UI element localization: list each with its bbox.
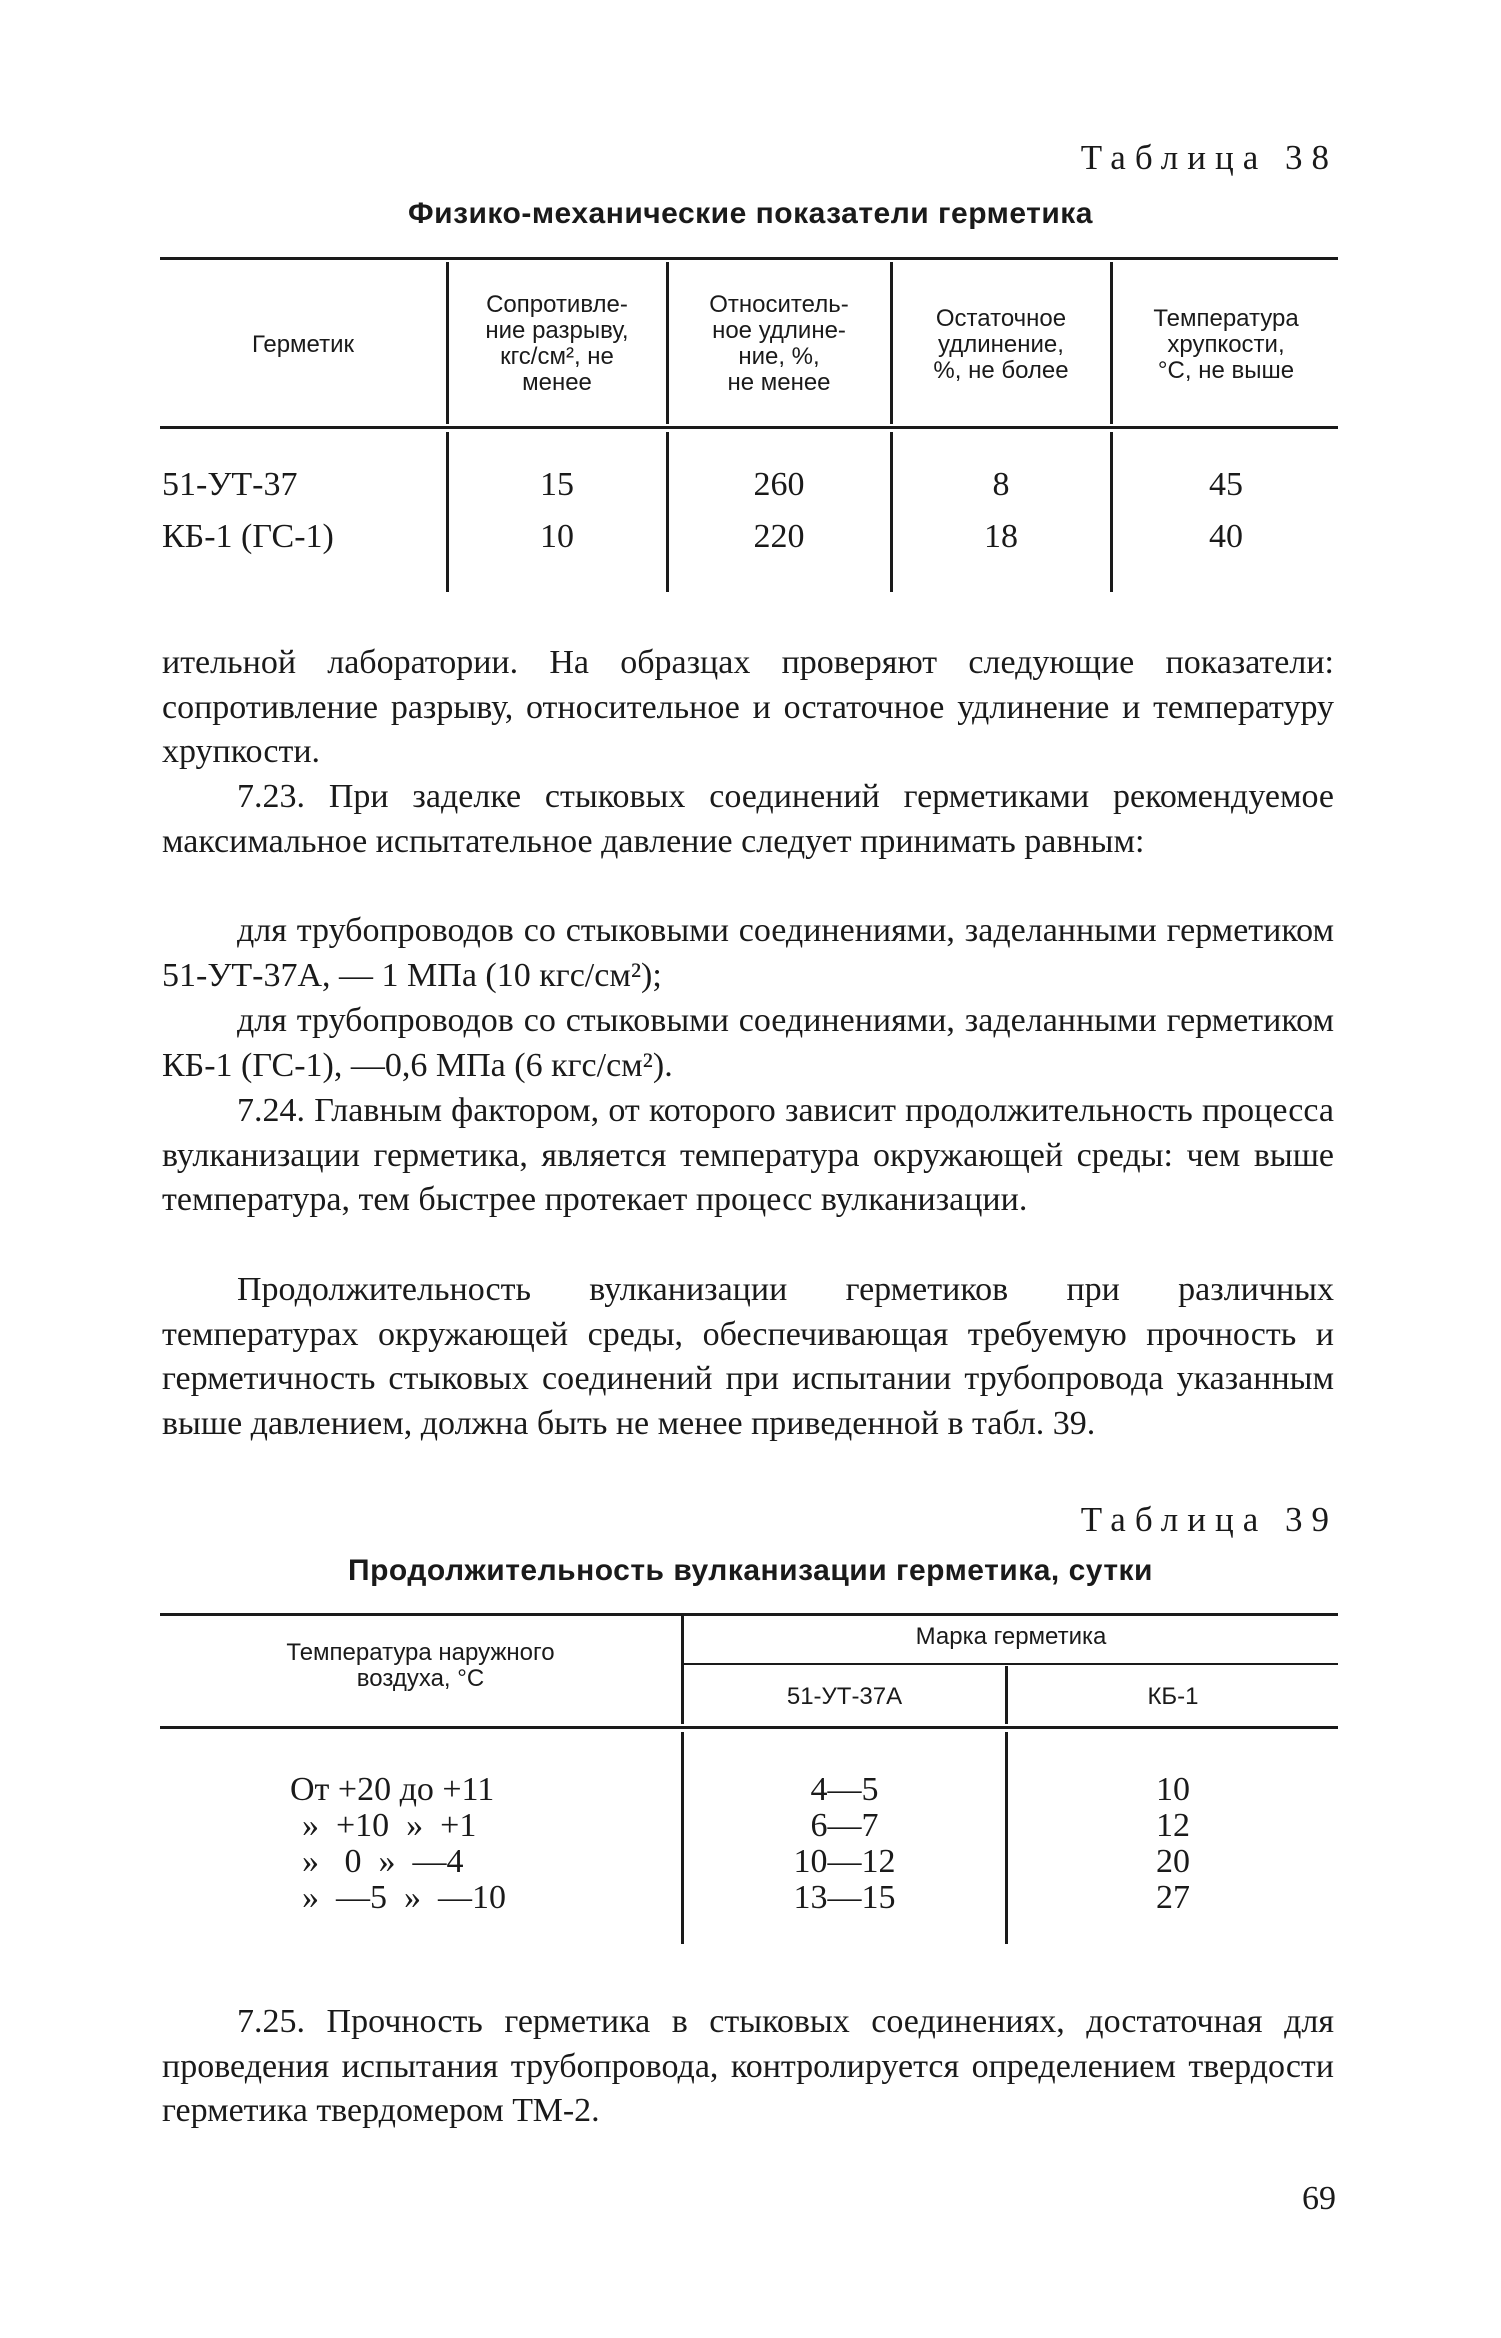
- table-38-divider: [890, 432, 893, 592]
- paragraph-7-25: 7.25. Прочность герметика в стыковых соединениях, достаточная для проведения испытания трубопровода, контролируется определением твердости герметика твердомером ТМ-2.: [162, 2003, 1334, 2129]
- table-38-divider: [666, 262, 669, 424]
- table-39-cell: 13—15: [793, 1879, 896, 1916]
- table-39-cell: 27: [1156, 1879, 1190, 1916]
- table-39-header-rule: [160, 1726, 1338, 1729]
- table-38-header-residual: Остаточное удлинение, %, не более: [933, 305, 1069, 384]
- table-39-header-sealant-grade: Марка герметика: [915, 1623, 1107, 1650]
- table-38-header-elongation: Относитель- ное удлине- ние, %, не менее: [709, 291, 849, 396]
- table-39-temp-cell: » —5 » —10: [302, 1879, 506, 1916]
- table-38-divider: [446, 432, 449, 592]
- table-38-cell: 18: [984, 518, 1018, 555]
- paragraph-7-24: 7.24. Главным фактором, от которого зависит продолжительность процесса вулканизации герметика, является температура окружающей среды: чем выше температура, тем быстрее протекает процесс вулканизации.: [162, 1092, 1334, 1218]
- table-38-cell: 260: [753, 466, 805, 503]
- table-39-header-temperature: Температура наружного воздуха, °С: [286, 1639, 555, 1692]
- table-38-top-rule: [160, 257, 1338, 260]
- table-38-title: Физико-механические показатели герметика: [408, 197, 1093, 230]
- table-38-cell: КБ-1 (ГС-1): [162, 518, 334, 555]
- table-39-cell: 10: [1156, 1771, 1190, 1808]
- paragraph: ительной лаборатории. На образцах проверяют следующие показатели: сопротивление разрыву, относительное и остаточное удлинение и температуру хрупкости.: [162, 644, 1334, 770]
- table-39-title: Продолжительность вулканизации герметика, сутки: [348, 1554, 1153, 1587]
- table-38-cell: 10: [540, 518, 574, 555]
- table-39-cell: 6—7: [810, 1807, 879, 1844]
- table-39-cell: 12: [1156, 1807, 1190, 1844]
- table-39-cell: 20: [1156, 1843, 1190, 1880]
- table-38-cell: 51-УТ-37: [162, 466, 298, 503]
- table-38-cell: 220: [753, 518, 805, 555]
- table-39-temp-cell: » 0 » —4: [302, 1843, 464, 1880]
- table-39-header-51ut37a: 51-УТ-37А: [786, 1683, 903, 1710]
- table-39-top-rule: [160, 1613, 1338, 1616]
- table-38-caption: Таблица 38: [1080, 138, 1338, 177]
- table-38-divider: [1110, 432, 1113, 592]
- table-38-cell: 40: [1209, 518, 1243, 555]
- table-38-header-rule: [160, 426, 1338, 429]
- table-38-divider: [446, 262, 449, 424]
- table-38-header-brittleness: Температура хрупкости, °С, не выше: [1153, 305, 1299, 384]
- table-38-divider: [1110, 262, 1113, 424]
- table-38-divider: [666, 432, 669, 592]
- table-39-caption: Таблица 39: [1080, 1500, 1338, 1539]
- table-38-cell: 15: [540, 466, 574, 503]
- page-number: 69: [1302, 2180, 1336, 2217]
- table-39-temp-cell: » +10 » +1: [302, 1807, 477, 1844]
- table-38-cell: 45: [1209, 466, 1243, 503]
- table-38-cell: 8: [992, 466, 1010, 503]
- table-38-header-sealant: Герметик: [251, 331, 355, 358]
- table-38-divider: [890, 262, 893, 424]
- table-39-group-rule: [684, 1663, 1338, 1665]
- paragraph: для трубопроводов со стыковыми соединениями, заделанными герметиком КБ-1 (ГС-1), —0,6 МПа (6 кгс/см²).: [162, 1002, 1334, 1084]
- table-39-header-kb1: КБ-1: [1147, 1683, 1199, 1710]
- paragraph: Продолжительность вулканизации герметиков при различных температурах окружающей среды, обеспечивающая требуемую прочность и герметичность стыковых соединений при испытании трубопровода указанным выше давлением, должна быть не менее приведенной в табл. 39.: [162, 1271, 1334, 1442]
- paragraph-7-23: 7.23. При заделке стыковых соединений герметиками рекомендуемое максимальное испытательное давление следует принимать равным:: [162, 778, 1334, 860]
- table-39-cell: 10—12: [793, 1843, 896, 1880]
- paragraph: для трубопроводов со стыковыми соединениями, заделанными герметиком 51-УТ-37А, — 1 МПа (10 кгс/см²);: [162, 912, 1334, 994]
- table-39-cell: 4—5: [810, 1771, 879, 1808]
- table-39-temp-cell: От +20 до +11: [290, 1771, 495, 1808]
- table-38-header-tensile: Сопротивле- ние разрыву, кгс/см², не менее: [485, 291, 629, 396]
